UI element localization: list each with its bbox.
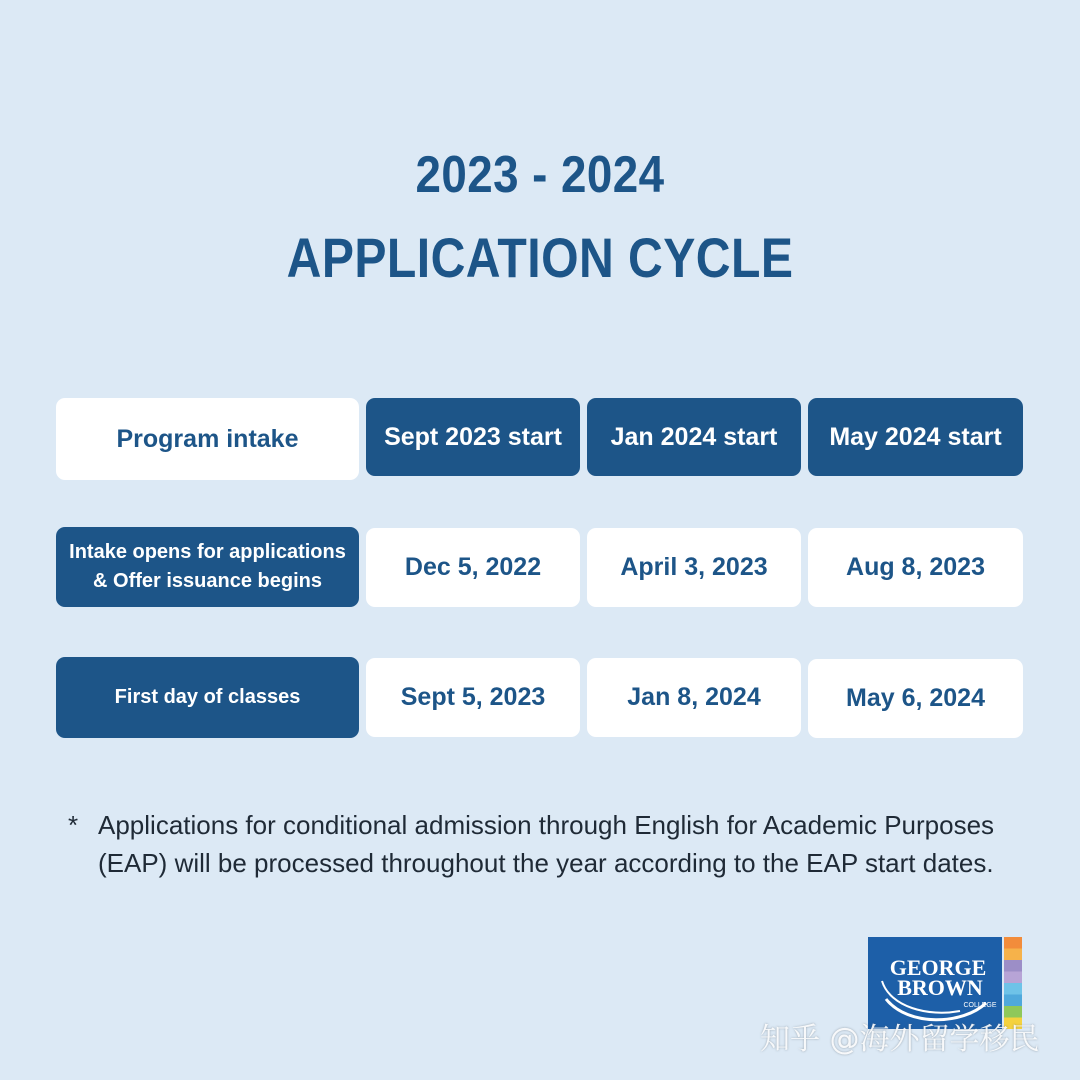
- date-intake-opens-may-2024: Aug 8, 2023: [808, 528, 1023, 607]
- header-label-cell: Program intake: [56, 398, 359, 480]
- footnote-text: Applications for conditional admission through English for Academic Purposes (EAP) will be processed throughout the year according to the EAP start dates.: [98, 810, 995, 878]
- logo-stripe: [1004, 995, 1022, 1007]
- row-label-intake-opens-line2: & Offer issuance begins: [93, 570, 322, 592]
- logo-text-george: GEORGE: [889, 955, 987, 980]
- logo-stripe: [1004, 983, 1022, 995]
- row-label-intake-opens-line1: Intake opens for applications: [69, 541, 346, 563]
- title-years: 2023 - 2024: [415, 146, 665, 204]
- date-first-day-sept-2023: Sept 5, 2023: [366, 658, 580, 737]
- footnote-marker: *: [68, 810, 79, 840]
- logo-stripe: [1004, 960, 1022, 972]
- header-may-2024: May 2024 start: [808, 398, 1023, 476]
- row-label-first-day-text: First day of classes: [114, 686, 301, 708]
- logo-stripe: [1004, 937, 1022, 949]
- logo-text-college: COLLEGE: [963, 1002, 997, 1009]
- date-intake-opens-sept-2023: Dec 5, 2022: [366, 528, 580, 607]
- date-intake-opens-jan-2024: April 3, 2023: [587, 528, 801, 607]
- logo-text-brown: BROWN: [897, 975, 983, 1000]
- header-sept-2023: Sept 2023 start: [366, 398, 580, 476]
- logo-stripe: [1004, 949, 1022, 961]
- logo-stripe: [1004, 972, 1022, 984]
- row-label-first-day: [56, 657, 359, 738]
- watermark: 知乎 @海外留学移民: [760, 1022, 1040, 1057]
- row-label-intake-opens: [56, 527, 359, 607]
- date-first-day-may-2024: May 6, 2024: [808, 659, 1023, 738]
- title-cycle: APPLICATION CYCLE: [286, 226, 794, 289]
- header-jan-2024: Jan 2024 start: [587, 398, 801, 476]
- date-first-day-jan-2024: Jan 8, 2024: [587, 658, 801, 737]
